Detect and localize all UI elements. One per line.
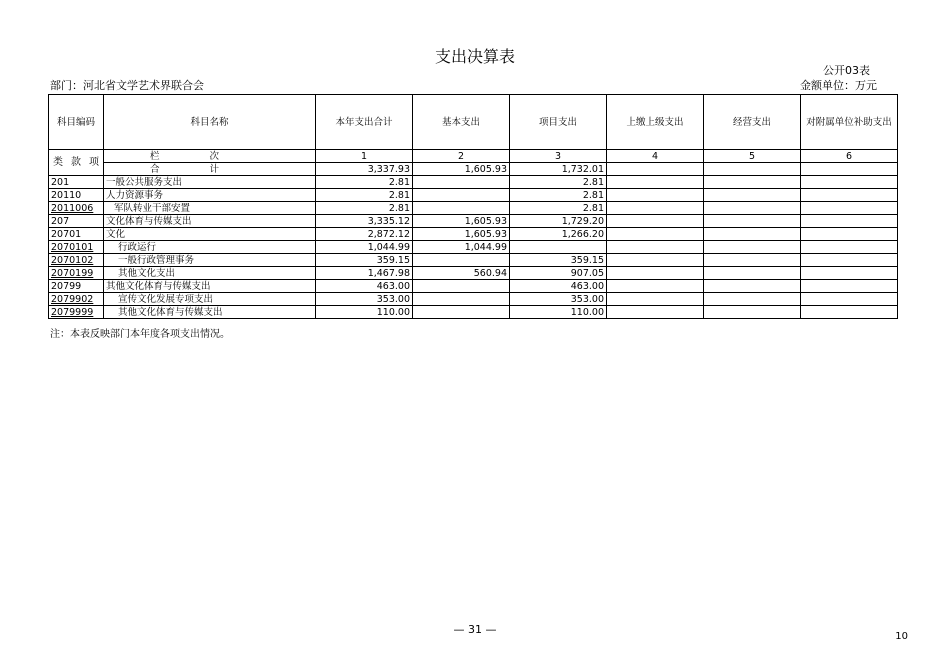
total-label [104,163,316,176]
row-name: 其他文化体育与传媒支出 [104,306,316,319]
header-basic: 基本支出 [413,95,510,150]
row-project: 2.81 [510,176,607,189]
empty-cell [607,202,704,215]
total-row [49,163,898,176]
row-code: 20110 [49,189,104,202]
row-name: 其他文化体育与传媒支出 [104,280,316,293]
row-project: 359.15 [510,254,607,267]
row-total: 2.81 [316,176,413,189]
table-row [49,189,898,202]
row-project: 1,729.20 [510,215,607,228]
empty-cell [704,163,801,176]
table-row [49,241,898,254]
table-row [49,306,898,319]
row-total: 3,335.12 [316,215,413,228]
row-code: 20799 [49,280,104,293]
col-number: 4 [607,150,704,163]
expenditure-table [48,94,898,319]
row-total: 110.00 [316,306,413,319]
header-business: 经营支出 [704,95,801,150]
he-text: 合 [149,163,210,175]
department-label: 部门：河北省文学艺术界联合会 [50,79,204,92]
row-basic [413,189,510,202]
ji-text: 计 [209,163,270,175]
empty-cell [607,293,704,306]
row-code: 2070102 [49,254,104,267]
empty-cell [801,293,898,306]
empty-cell [704,189,801,202]
header-name: 科目名称 [104,95,316,150]
empty-cell [801,228,898,241]
row-code: 207 [49,215,104,228]
row-basic [413,306,510,319]
table-row [49,215,898,228]
row-total: 2.81 [316,189,413,202]
empty-cell [704,293,801,306]
row-total: 359.15 [316,254,413,267]
table-row [49,280,898,293]
empty-cell [801,163,898,176]
col-number: 6 [801,150,898,163]
level-cell [49,150,104,176]
row-name: 宣传文化发展专项支出 [104,293,316,306]
row-project: 110.00 [510,306,607,319]
row-project: 2.81 [510,189,607,202]
ci-text: 次 [209,150,270,162]
header-project: 项目支出 [510,95,607,150]
table-row [49,176,898,189]
row-basic: 1,044.99 [413,241,510,254]
row-basic [413,202,510,215]
row-total: 1,467.98 [316,267,413,280]
data-rows [49,176,898,319]
row-project: 2.81 [510,202,607,215]
empty-cell [801,254,898,267]
xiang-label: 项 [89,157,99,168]
row-basic [413,293,510,306]
row-name: 人力资源事务 [104,189,316,202]
row-basic [413,280,510,293]
empty-cell [607,189,704,202]
total-sum: 3,337.93 [316,163,413,176]
row-total: 463.00 [316,280,413,293]
header-code: 科目编码 [49,95,104,150]
row-basic [413,254,510,267]
empty-cell [607,306,704,319]
document-title: 支出决算表 [434,47,515,66]
row-name: 一般公共服务支出 [104,176,316,189]
row-total: 353.00 [316,293,413,306]
row-project: 463.00 [510,280,607,293]
row-basic: 1,605.93 [413,215,510,228]
table-note: 注：本表反映部门本年度各项支出情况。 [50,329,230,340]
empty-cell [801,189,898,202]
row-total: 1,044.99 [316,241,413,254]
empty-cell [704,280,801,293]
row-name: 行政运行 [104,241,316,254]
row-total: 2,872.12 [316,228,413,241]
page-number: — 31 — [453,623,497,636]
col-number: 2 [413,150,510,163]
row-name: 文化 [104,228,316,241]
empty-cell [607,267,704,280]
row-name: 其他文化支出 [104,267,316,280]
table-header-row [49,95,898,150]
lanci-label [104,150,316,163]
table-row [49,254,898,267]
row-name: 一般行政管理事务 [104,254,316,267]
total-basic: 1,605.93 [413,163,510,176]
form-number: 公开03表 [823,64,870,77]
col-number: 3 [510,150,607,163]
row-basic: 560.94 [413,267,510,280]
row-project: 353.00 [510,293,607,306]
table-row [49,267,898,280]
empty-cell [801,202,898,215]
header-subsidy: 对附属单位补助支出 [801,95,898,150]
row-name: 军队转业干部安置 [104,202,316,215]
empty-cell [801,280,898,293]
row-code: 201 [49,176,104,189]
empty-cell [607,163,704,176]
col-number: 1 [316,150,413,163]
table-row [49,228,898,241]
empty-cell [607,228,704,241]
header-total: 本年支出合计 [316,95,413,150]
header-upper: 上缴上级支出 [607,95,704,150]
row-code: 2070101 [49,241,104,254]
table-row [49,202,898,215]
empty-cell [704,228,801,241]
amount-unit-label: 金额单位：万元 [800,79,877,92]
empty-cell [607,280,704,293]
empty-cell [801,267,898,280]
lan-text: 栏 [149,150,210,162]
total-project: 1,732.01 [510,163,607,176]
row-code: 2079999 [49,306,104,319]
column-number-row [49,150,898,163]
empty-cell [801,215,898,228]
corner-number: 10 [895,631,908,642]
row-code: 2011006 [49,202,104,215]
empty-cell [607,215,704,228]
empty-cell [607,176,704,189]
kuan-label: 款 [71,157,81,168]
empty-cell [704,254,801,267]
row-basic: 1,605.93 [413,228,510,241]
empty-cell [704,267,801,280]
empty-cell [801,176,898,189]
table-row [49,293,898,306]
empty-cell [704,215,801,228]
empty-cell [607,254,704,267]
empty-cell [704,202,801,215]
row-project: 1,266.20 [510,228,607,241]
empty-cell [801,306,898,319]
col-number: 5 [704,150,801,163]
row-code: 20701 [49,228,104,241]
row-total: 2.81 [316,202,413,215]
row-code: 2079902 [49,293,104,306]
empty-cell [704,306,801,319]
empty-cell [607,241,704,254]
empty-cell [704,176,801,189]
row-project: 907.05 [510,267,607,280]
lei-label: 类 [53,157,63,168]
row-name: 文化体育与传媒支出 [104,215,316,228]
row-basic [413,176,510,189]
row-project [510,241,607,254]
empty-cell [704,241,801,254]
row-code: 2070199 [49,267,104,280]
empty-cell [801,241,898,254]
